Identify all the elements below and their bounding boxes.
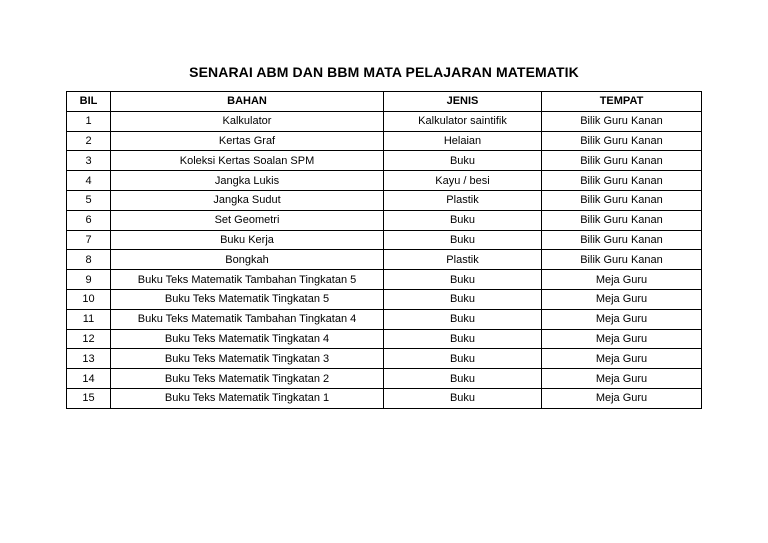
cell-jenis: Buku [384,329,542,349]
cell-tempat: Meja Guru [542,349,702,369]
cell-bahan: Kalkulator [111,111,384,131]
page-title: SENARAI ABM DAN BBM MATA PELAJARAN MATEMATIK [189,64,579,80]
cell-bahan: Buku Kerja [111,230,384,250]
cell-jenis: Buku [384,151,542,171]
cell-tempat: Bilik Guru Kanan [542,250,702,270]
cell-tempat: Bilik Guru Kanan [542,171,702,191]
table-row [67,151,702,171]
table-row [67,369,702,389]
cell-bil: 4 [67,171,111,191]
table-row [67,388,702,408]
cell-jenis: Buku [384,309,542,329]
cell-tempat: Bilik Guru Kanan [542,210,702,230]
cell-bahan: Jangka Lukis [111,171,384,191]
table-body [67,111,702,408]
table-row [67,270,702,290]
cell-tempat: Bilik Guru Kanan [542,230,702,250]
table-row [67,349,702,369]
cell-bahan: Buku Teks Matematik Tingkatan 1 [111,388,384,408]
cell-bahan: Buku Teks Matematik Tingkatan 4 [111,329,384,349]
cell-bil: 3 [67,151,111,171]
cell-bil: 14 [67,369,111,389]
cell-tempat: Meja Guru [542,309,702,329]
cell-jenis: Buku [384,349,542,369]
cell-bil: 5 [67,190,111,210]
cell-tempat: Bilik Guru Kanan [542,151,702,171]
cell-bil: 12 [67,329,111,349]
cell-jenis: Buku [384,270,542,290]
table-row [67,289,702,309]
table-row [67,111,702,131]
table-row [67,250,702,270]
cell-jenis: Plastik [384,250,542,270]
cell-tempat: Bilik Guru Kanan [542,190,702,210]
cell-jenis: Kalkulator saintifik [384,111,542,131]
cell-tempat: Meja Guru [542,329,702,349]
table-row [67,329,702,349]
column-header-bahan: BAHAN [111,92,384,112]
table-row [67,171,702,191]
cell-bahan: Jangka Sudut [111,190,384,210]
cell-bil: 8 [67,250,111,270]
cell-bil: 9 [67,270,111,290]
cell-bahan: Buku Teks Matematik Tambahan Tingkatan 4 [111,309,384,329]
cell-bahan: Buku Teks Matematik Tingkatan 5 [111,289,384,309]
cell-bil: 7 [67,230,111,250]
table-row [67,210,702,230]
column-header-bil: BIL [67,92,111,112]
cell-jenis: Buku [384,388,542,408]
table-row [67,190,702,210]
cell-tempat: Meja Guru [542,369,702,389]
column-header-jenis: JENIS [384,92,542,112]
cell-bahan: Buku Teks Matematik Tingkatan 3 [111,349,384,369]
cell-bil: 15 [67,388,111,408]
cell-bil: 10 [67,289,111,309]
cell-bahan: Bongkah [111,250,384,270]
materials-table [66,91,702,409]
table-row [67,230,702,250]
cell-tempat: Bilik Guru Kanan [542,111,702,131]
cell-tempat: Meja Guru [542,388,702,408]
cell-bahan: Set Geometri [111,210,384,230]
cell-bil: 2 [67,131,111,151]
cell-jenis: Buku [384,210,542,230]
cell-tempat: Meja Guru [542,270,702,290]
cell-jenis: Helaian [384,131,542,151]
cell-bahan: Koleksi Kertas Soalan SPM [111,151,384,171]
cell-bahan: Kertas Graf [111,131,384,151]
cell-bil: 13 [67,349,111,369]
column-header-tempat: TEMPAT [542,92,702,112]
table-row [67,309,702,329]
cell-bil: 11 [67,309,111,329]
cell-bil: 1 [67,111,111,131]
cell-jenis: Buku [384,289,542,309]
table-header-row [67,92,702,112]
cell-jenis: Kayu / besi [384,171,542,191]
cell-bahan: Buku Teks Matematik Tingkatan 2 [111,369,384,389]
cell-tempat: Bilik Guru Kanan [542,131,702,151]
cell-tempat: Meja Guru [542,289,702,309]
cell-jenis: Buku [384,369,542,389]
cell-jenis: Plastik [384,190,542,210]
cell-bahan: Buku Teks Matematik Tambahan Tingkatan 5 [111,270,384,290]
table-row [67,131,702,151]
cell-jenis: Buku [384,230,542,250]
cell-bil: 6 [67,210,111,230]
